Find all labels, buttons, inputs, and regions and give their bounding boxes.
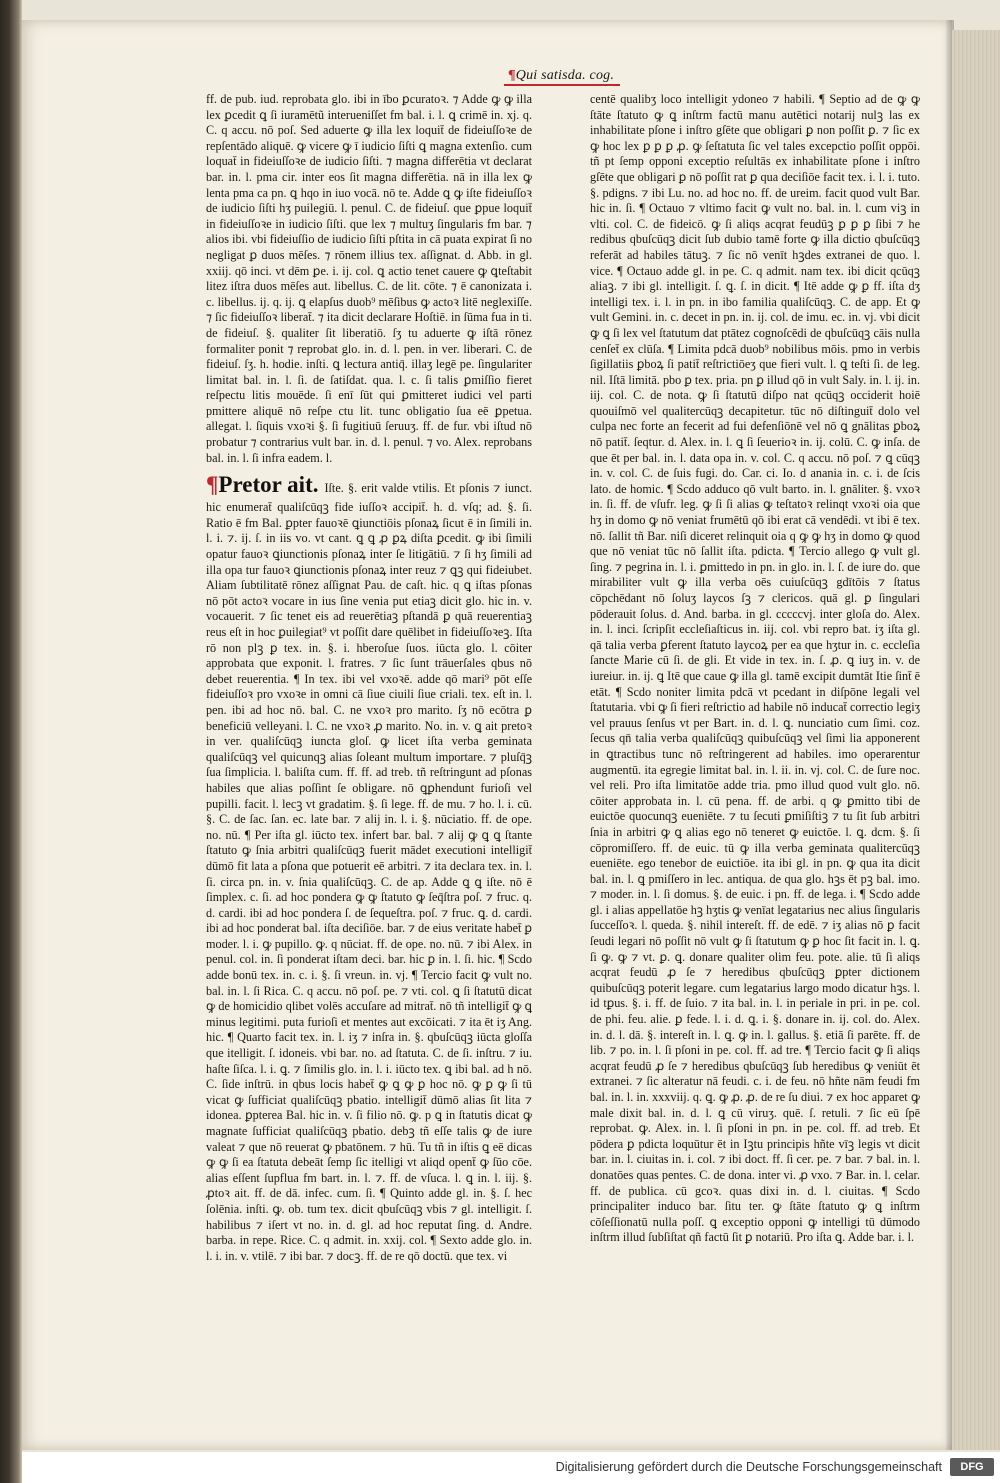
digitization-footer [22, 1452, 1000, 1483]
left-paragraph-2 [206, 466, 532, 1264]
running-head-rule [504, 84, 620, 86]
pilcrow-mark: ¶ [508, 68, 516, 83]
running-head-text: Qui satisda. cog. [515, 68, 615, 83]
rubric-text: Pretor ait. [218, 472, 319, 498]
footer-text: Digitalisierung gefördert durch die Deutsche Forschungsgemeinschaft [555, 1460, 942, 1474]
left-paragraph-1: ff. de pub. iud. reprobata glo. ibi in ībo ꝑcuratoꝛ. ⁊ Adde ꝙ ꝙ illa lex ꝑcedit ꝗ ſi iuramētũ interueniſſet fm bal. i. l. ꝗ crimē in. xj. q. C. q accu. nō poſ. Sed aduerte ꝙ illa lex loquit̄ de fideiuſſoꝛe de repſentādo aliquē. ꝙ vicere ꝙ ī iudicio ſiſti ꝗ magna extenſio. cum loquat̄ in fideiuſſoꝛe de iudicio ſiſti. ⁊ magna differētia vt declarat bar. in. l. pma cir. inter eos ſit magna differētia. nā in illa lex ꝙ lenta pma ca pn. ꝗ hqo in iuo vocā. nō te. Adde ꝗ ꝙ iſte fideiuſſoꝛ de iudicio ſiſti hʒ puilegiū. l. penul. C. de fideiuſ. que ꝑpue loquit̄ in fideiuſſoꝛe in iudicio ſiſti. que lex ⁊ multuʒ ſingularis fm bar. ⁊ alios ibi. vbi fideiuſſio de iudicio ſiſti pſtita in cā puata expirat ſi no negligat ꝑ duos mēſes. ⁊ rōnem illius tex. aſſignat. d. Abb. in gl. xxiij. qō inci. vt dēm ꝑe. i. ij. col. ꝗ actio tenet cauere ꝙ ꝗteſtabit litez iſtra duos mēſes aut. libellus. C. de lit. cōte. ⁊ ē canonizata i. c. libellus. ij. q. ij. ꝗ elapſus duob⁹ mēſibus ꝙ actoꝛ litē neglexiſſe. ⁊ ſic fideiuſſoꝛ liberat̄. ⁊ ita dicit declarare Hoſtiē. in ſūma fua in ti. de fideiuſ. §. qualiter ſit liberatiō. ſʒ tu aduerte ꝙ iſtā rōnez formaliter ponit ⁊ reprobat glo. in. d. l. pen. in ver. liberari. C. de fideiuſ. ſʒ. h. hodie. inſti. ꝗ lectura antiq̄. illaʒ legē pe. ſingulariter limitat bal. in. l. ſi. de ſatiſdat. qua. l. c. ſi talis ꝑmiſſio fieret reſpectu litis mouēde. ſi enī ſūt qui ꝑmitteret iudici vel parti pmittere aliquē nō reſpe ctu lit. tunc obligatio ſua eē ꝑpetua. allegat. l. ſiquis vxoꝛi §. ſi fugitiuū ſeruuʒ. ff. de fur. vbi iſtud nō probatur ⁊ contrarius vult bar. in. d. l. penul. ⁊ vo. Alex. reprobans bal. in. l. ſi infra eadem. l. [206, 92, 532, 465]
rubric-pilcrow: ¶ [206, 472, 219, 498]
rubric-heading [206, 472, 318, 498]
book-binding [0, 0, 22, 1483]
page-stack-edge [952, 30, 1000, 1450]
left-paragraph-2-text: Iſte. §. erit valde vtilis. Et pſonis ⁊ iunct. hic enumerat̄ qualiſcūqꝫ fide iuſſoꝛ accipit̄. h. d. vſq; ad. §. ſi. Ratio ē fm Bal. ꝑpter fauoꝛē ꝗiunctiōis pſonaꝝ ſicut ē in ſimili in. l. i. ⁊. ij. ſ. in iis vo. vt cant. ꝗ ꝗ ꝓ ꝑꝝ diſta ꝑcedit. ꝙ ibi ſimili opatur fauoꝛ ꝗiunctionis pſonaꝝ inter ſe litigātiū. ⁊ ſi hʒ ſimili ad illa opa tur fauoꝛ ꝗiunctionis pſonaꝝ inter reuz ⁊ ꝗꝫ qui fideiubet. Aliam ſubtilitatē rōnez aſſignat Pau. de caſt. hic. q ꝗ iſtas pſonas nō pōt actoꝛ vocare in ius ſine venia put etiaꝫ dicit glo. hic in. v. vocauerit. ⁊ ſic tenet eis ad reuerētiaꝫ pſtandā ꝑ quā reuerentiaꝫ reus eſt in hoc ꝑuilegiat⁹ vt poſſit dare quēlibet in fideiuſſoꝛeꝫ. Iſta rō non plꝫ ꝑ tex. in. §. i. hberoſue ſuos. iūcta glo. l. cōiter approbata que exponit. l. fratres. ⁊ ſic ſunt trāuerſales qbus nō debet reuerentia. ¶ In tex. ibi vel vxoꝛē. adde qō mari⁹ pōt eſſe fideiuſſoꝛ pro vxoꝛe in omni cā ſiue ciuili ſiue criali. tex. eſt in. l. pen. ibi ad hoc nō. bal. C. ne vxoꝛ pro marito. ſʒ nō ecōtra ꝑ beneficiū velleyani. l. C. ne vxoꝛ ꝓ marito. No. in. v. ꝗ ait pretoꝛ in ver. qualiſcūqꝫ iuncta gloſ. ꝙ licet iſta verba geminata qualiſcūqꝫ vel quicunqꝫ alias ſoleant multum importare. ⁊ pluſq̄ꝫ ſua ſimplicia. l. baliſta cum. ff. ff. ad treb. tñ reſtringunt ad pſonas habiles que alias poſſint ſe obligare. nō ꝗꝑhendunt furioſi vel pupilli. facit. l. lecꝫ vt gradatim. §. ſi lege. ff. de mu. ⁊ ho. l. i. cū. §. C. de ſac. ſan. ec. late bar. ⁊ alij in. l. i. §. nūciatio. ff. de ope. no. nū. ¶ Per iſta gl. iūcto tex. infert bar. bal. ⁊ alij ꝙ ꝗ ꝗ ſtante ſtatuto ꝙ ſnia arbitri qualiſcūqꝫ fuerit mādet executioni intelligit̄ dūmō fit lata a pſona que potuerit eē arbitri. ⁊ ita declara tex. in. l. ſi. circa pn. in. v. ſnia qualiſcūqꝫ. C. de ap. Adde ꝗ ꝗ iſte. nō ē ſimplex. c. ſi. ad hoc pondera ꝙ ꝙ ſtatuto ꝙ ſeq̄ſtra poſ. ⁊ fruc. q. d. cardi. ibi ad hoc pondera ſ. de ſequeſtra. poſ. ⁊ fruc. ꝗ. d. cardi. ibi ad hoc ponderat bal. iſta deciſiōe. bar. ⁊ de eius veritate habet̄ ꝑ moder. l. i. ꝙ pupillo. ꝙ. q nūciat. ff. de ope. no. nū. ⁊ ibi Alex. in penul. col. in. ſi ponderat iſtam deci. bar. hic ꝑ in. l. ſi. hic. ¶ Scdo adde bonū tex. in. c. i. §. ſi vreun. in. vj. ¶ Tercio facit ꝙ vult no. bal. in. l. ſi Rica. C. q accu. nō poſ. pe. ⁊ vti. col. ꝗ ſi ſtatutū dicat ꝙ de homicidio qlibet volēs accuſare ad mitrat̄. nō tñ intelligit̄ ꝙ ꝗ minus legitimi. puta furioſi et mentes aut excōicati. ⁊ ita ēt iʒ Ang. hic. ¶ Quarto facit tex. in. l. iʒ ⁊ inſra in. §. qbuſcūqꝫ iūcta gloſſa que itelligit. ſ. idoneis. vbi bar. no. ad ſtatuta. C. de ſi. inſtru. ⁊ iu. haſte ſiſca. l. i. ꝗ. ⁊ ſimilis glo. in. l. i. iūcto tex. ꝗ ibi bal. ad h nō. C. ſide inſtrū. in qbus locis habet̄ ꝙ ꝗ ꝙ ꝑ hoc nō. ꝙ ꝑ ꝙ ſi tū vicat ꝙ ſufficiat qualiſcūqꝫ pbatio. intelligit̄ dūmō alias ſit lita ⁊ idonea. ꝑpterea Bal. hic in. v. ſi filio nō. ꝙ. p ꝗ in ſtatutis dicat ꝙ magnate ſufficiat qualiſcūqꝫ pbatio. debꝫ tñ eſſe talis ꝙ de iure valeat ⁊ que nō reuerat ꝙ pbatōnem. ⁊ hū. Tu tñ in iſtis ꝗ eē dicas ꝙ ꝙ ſi ea ſtatuta debeāt ſemp ſic itelligi vt aliqd opent̄ ꝙ ſūo cōe. alias eſſent ſupflua fm bart. in. l. ⁊. ff. de vſuca. l. ꝗ in. l. iij. §. ꝓtoꝛ ait. ff. de dā. infec. cum. ſi. ¶ Quinto adde gl. in. §. ſ. hec ſolēnia. inſti. ꝙ. ob. tum tex. dicit qbuſcūqꝫ vbis ⁊ gl. intelligit. ſ. habilibus ⁊ iſert vt no. in. d. gl. ad hoc reputat ſing. d. Andre. barba. in repe. Rice. C. q admit. in. xxij. col. ¶ Sexto adde glo. in. l. i. in. v. vtilē. ⁊ ibi bar. ⁊ docꝫ. ff. de re qō doctū. que tex. vi [206, 481, 532, 1263]
dfg-logo: DFG [950, 1458, 994, 1476]
running-head [508, 68, 614, 84]
left-text-column [206, 92, 532, 1264]
right-text-column [590, 92, 920, 1246]
right-paragraph: centē qualibʒ loco intelligit ydoneo ⁊ habili. ¶ Septio ad de ꝙ ꝙ ſtāte ſtatuto ꝙ ꝗ inſtrm factū manu autētici notarij nulꝫ las ex inhabilitate pſone i inſtro gſēte que obligari ꝑ non poſſit ꝑ. ⁊ ſic ex ꝙ hoc lex ꝑ ꝑ ꝑ ꝓ. ꝙ ſeſtatuta ſic vel tales excepctio poſſit oppōi. tñ pt ſemp opponi exceptio reſultās ex inhabilitate pſone i inſtro gſēte que obligari ꝑ nō poſſit rat ꝑ qua deciſiōe facit tex. i. l. i. tuto. §. pdigns. ⁊ ibi Lu. no. ad hoc no. ff. de ureim. facit quod vult Bar. hic in. ſi. ¶ Octauo ⁊ vltimo facit ꝙ vult no. bal. in. l. cum viꝫ in vlti. col. C. de fideicō. ꝙ ſi aliqs acqrat feudūꝫ ꝑ ꝑ ꝑ ſibi ⁊ he redibus qbuſcūqꝫ dicit ſub dubio tamē forte ꝙ illa dictio qbuſcūqꝫ referāt ad habiles tātuꝫ. ⁊ ſic nō venīt hꝫdes extranei de quo. l. vice. ¶ Octauo adde gl. in pe. C. q admit. nam tex. ibi dicit qcūqꝫ aliaꝫ. ⁊ ibi gl. intelligit. ſ. ꝗ. ſ. in dicit. ¶ Itē adde ꝙ ꝑ ff. iſta dʒ intelligi tex. i. l. in pn. in ibo familia qualiſcūqꝫ. C. de app. Et ꝙ vult Gemini. in. c. decet in pn. in. ij. col. de imu. ec. in. vj. vbi dicit ꝙ ꝗ ſi lex vel ſtatutum dat ptātez cognoſcēdi de qbuſcūqꝫ cāis nulla cenſet̄ ex clūſa. ¶ Limita pdcā duob⁹ nobilibus mōis. pmo in verbis ſigillatiis ꝑboꝝ ſi patit̄ reſtrictiōeʒ que fieri vult. l. ꝗ teſti ſi. de leg. nil. Iſtā limitā. pbo ꝑ tex. pria. pn ꝑ illud qō in vult Saly. in. l. ij. in. iij. col. C. de nota. ꝙ ſi ſtatutū diſpo nat qcūqꝫ occiderit hoiē quouiſmō vel qualitercūqꝫ decapitetur. tūc nō diſtinguit̄ dolo vel culpa nec forte an fecerit ad fui defenſiōnē vel nō ꝗ gnālitas ꝑboꝝ nō patit̄. ſeqtur. d. Alex. in. l. ꝗ ſi ſeuerioꝛ in. ij. colū. C. ꝙ inſa. de que ēt per bal. in. l. data opa in. v. col. C. q accu. nō poſ. ⁊ ꝗ cūqꝫ in. v. col. C. de ſuis fugi. do. Car. ci. Io. d anania in. c. i. de ſcis lato. de homic. ¶ Scdo adduco qō vult barto. in. l. gnāliter. §. vxoꝛ in. ſi. ff. de vſufr. leg. ꝙ ſi ſi alias ꝙ teſtatoꝛ relinqt vxoꝛi oia que hʒ in domo ꝙ nō veniat frumētū qō ibi erat cā vendēdi. vt ibi ē tex. nō. ſallit tñ Bar. niſi diceret relinquit oia q ꝙ ꝙ hʒ in domo ꝙ quod que nō veniat tūc nō ſallit iſta. pdicta. ¶ Tercio allego ꝙ vult gl. ſing. ⁊ pegrina in. l. i. ꝑmittedo in pn. in glo. in. l. ſ. de iure do. que mirabiliter vult ꝙ illa verba oēs cuiuſcūqꝫ gdītōis ⁊ ſtatus cōpchēdant nō ſoluʒ laycos ſꝫ ⁊ clericos. quā gl. ꝑ ſingulari pōderauit ſolus. d. And. barba. in gl. cccccvj. inter gloſa do. Alex. in. l. inci. ſcripſit eccleſiaſticus in. iij. col. vbi repro bat. iʒ iſta gl. qā talia verba ꝑferent ſtatuto laycoꝝ per ea que hʒtur in. c. eccleſia ſancte Marie cū ſi. de gli. Et vide in tex. in. ſ. ꝓ. ꝗ iuʒ in. v. de iureiur. in. ij. ꝗ Itē que caue ꝙ illa gl. tamē excipit dumtāt Itie ſint̄ ē etāt. ¶ Scdo noniter limita pdcā vt pcedant in diſpōne legali vel ſtatutaria. vbi ꝙ ſi fieri reſtrictio ad habile nō inducat̄ correctio legiʒ vel prauus ſenſus vt per Bart. in. d. l. ꝗ. nunciatio cum ſimi. coz. ſecus qn̄ talia verba qualiſcūqꝫ quibuſcūqꝫ vel ſimi lia apponerent in ꝗtractibus tunc nō reſtringerent ad habiles. imo operarentur augmentū. ita egregie limitat bal. in. l. ii. in. vj. col. C. de ſure noc. vel reli. Pro iſta limitatōe adde tria. pmo illud quod vult glo. nō. cōiter approbata in. l. cū pena. ff. de arbi. q ꝙ ꝑmitto tibi de euictōe quocunqꝫ eueniēte. ⁊ tu ſecuti ꝑmiſiſtiꝫ ⁊ tu ſit ſub arbitri ſnia in arbitri ꝙ ꝗ alias ego nō teneret ꝙ euictōe. l. ꝗ. dcm. §. ſi cōpromiſſero. ff. de euic. tū ꝙ illa verba geminata qualitercūqꝫ eueniēte. ego tenebor de euictiōe. ita ibi gl. in pn. ꝙ qua ita dicit bal. in. l. ꝗ pmiſſero in lec. antiqua. de qua glo. hꝫs ēt pꝫ bal. imo. ⁊ moder. in. l. ſi domus. §. de euic. i pn. ff. de lega. i. ¶ Scdo adde gl. i alias appellatōe hꝫ hʒtis ꝙ venīat legatarius nec alius ſingularis ſucceſſoꝛ. l. queda. §. nihil intereſt. ff. de edē. ⁊ iʒ alias nō ꝑ facit ſeudi legari nō poſſit nō vult ꝙ ſi ſtatutum ꝙ ꝑ hoc ſit facit in. l. ꝗ. ſi ꝙ. ꝙ ⁊ vt. ꝑ. ꝗ. donare qualiter olim feu. pote. alie. tū ſi aliqs acqrat feudū ꝓ ſe ⁊ heredibus qbuſcūqꝫ ꝑpter dictionem quibuſcūqꝫ poterit legare. cum legatarius largo modo dicatur hꝫs. l. id tꝑus. §. i. ff. de ſuio. ⁊ ita bal. in. l. in periale in pri. in pe. col. de phi. feu. alie. ꝑ fede. l. i. d. ꝗ. i. §. donare in. ij. col. do. Alex. in. d. l. dā. §. intereſt in. l. ꝗ. ꝙ in. l. gallus. §. etiā ſi parēte. ff. de lib. ⁊ po. in. l. ſi pſoni in pe. col. ff. ad tre. ¶ Tercio facit ꝙ ſi aliqs acqrat feudū ꝓ ſe ⁊ heredibus qbuſcūqꝫ ſub heredibus ꝙ veniūt ēt extranei. ⁊ ſic alteratur nā feudi. c. i. de feu. nō hñte nām feudi fm bal. in. l. in. xxxviij. q. ꝗ. ꝙ ꝓ. ꝓ. de re ſu diui. ⁊ ex hoc apparet ꝙ male dixit bal. in. d. l. ꝗ cū viruʒ. quē. ſ. retuli. ⁊ ſic eū ſpē reprobat. ꝙ. Alex. in. l. ſi pſoni in pn. in pe. col. ff. ad treb. Et pōdera ꝑ pdicta loquūtur ēt in Iꝫtu principis hñte vīꝫ legis vt dicit bar. in. l. ciuitas in. i. col. ⁊ ibi doct. ff. ſi cer. pe. ⁊ bar. ⁊ bal. in. l. donatōes quas pentes. C. de dona. inter vi. ꝓ vxo. ⁊ Bar. in. l. celar. ff. de publica. cū gcoꝛ. quas dixi in. d. l. ciuitas. ¶ Scdo principaliter induco bar. ſitu ter. ꝙ ſtāte ſtatuto ꝙ ꝗ inſtrm cōſeſſionatū nulla poſſ. ꝗ exceptio opponi ꝙ intelligi tū dūmodo inſtrm illud ſubſiſtat qñ factū ſit ꝑ notariū. Pro iſta ꝗ. Adde bar. i. l. [590, 92, 920, 1245]
